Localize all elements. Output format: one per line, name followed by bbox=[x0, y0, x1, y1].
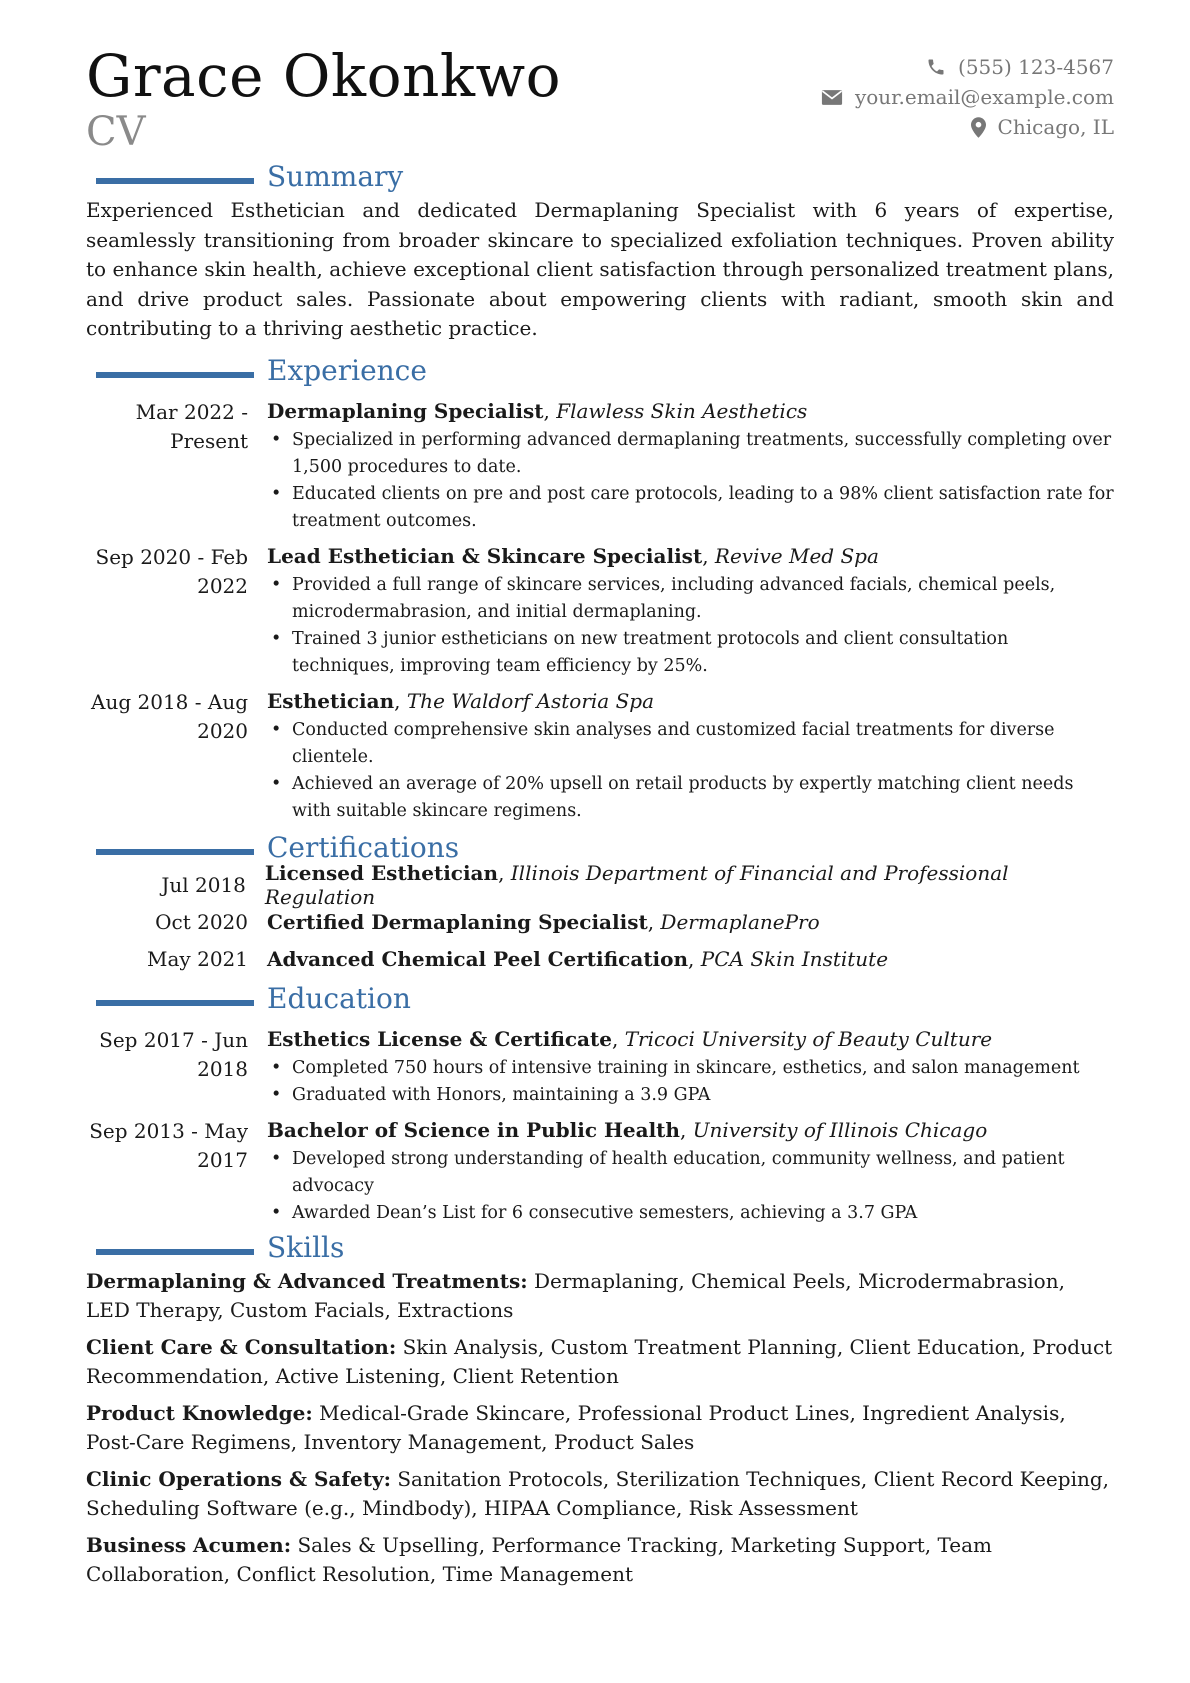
experience-entry bbox=[86, 541, 1114, 680]
section-title: Education bbox=[267, 981, 411, 1015]
section-title: Certifications bbox=[267, 830, 460, 864]
skill-label: Clinic Operations & Safety: bbox=[86, 1466, 391, 1491]
entry-org: The Waldorf Astoria Spa bbox=[406, 688, 655, 713]
education-entry bbox=[86, 1024, 1114, 1109]
entry-bullets bbox=[267, 1055, 1114, 1109]
list-item: • Completed 750 hours of intensive training in skincare, esthetics, and salon management bbox=[267, 1055, 1114, 1082]
list-item: • Trained 3 junior estheticians on new treatment protocols and client consultation techniques, improving team efficiency by 25%. bbox=[267, 626, 1114, 680]
contact-email bbox=[821, 82, 1114, 112]
entry-date: Jul 2018 bbox=[161, 873, 246, 897]
section-accent-bar bbox=[96, 1000, 254, 1006]
map-marker-icon bbox=[971, 117, 986, 138]
section-accent-bar bbox=[96, 1249, 254, 1255]
entry-role: Esthetician bbox=[267, 688, 395, 713]
entry-bullets bbox=[267, 572, 1114, 680]
entry-institution: University of Illinois Chicago bbox=[692, 1117, 988, 1142]
person-name: Grace Okonkwo bbox=[86, 42, 562, 110]
skill-group bbox=[86, 1465, 1114, 1524]
skill-group bbox=[86, 1531, 1114, 1590]
skill-text: Skin Analysis, Custom Treatment Planning, Client Education, Product Recommendation, Active Listening, Client Retention bbox=[86, 1334, 1113, 1388]
entry-bullets bbox=[267, 1146, 1114, 1227]
skill-text: Sanitation Protocols, Sterilization Techniques, Client Record Keeping, Scheduling Software (e.g., Mindbody), HIPAA Compliance, Risk Assessment bbox=[86, 1466, 1110, 1520]
entry-org: Flawless Skin Aesthetics bbox=[556, 398, 808, 423]
education-heading bbox=[86, 980, 1114, 1018]
summary-heading bbox=[86, 158, 1114, 196]
list-item: • Awarded Dean’s List for 6 consecutive semesters, achieving a 3.7 GPA bbox=[267, 1200, 1114, 1227]
header bbox=[86, 0, 1114, 158]
entry-bullets bbox=[267, 717, 1114, 825]
certification-issuer: Illinois Department of Financial and Professional Regulation bbox=[264, 861, 1009, 909]
section-title: Summary bbox=[267, 160, 404, 193]
skill-label: Product Knowledge: bbox=[86, 1400, 313, 1425]
certification-entry: May 2021 Advanced Chemical Peel Certification, PCA Skin Institute bbox=[86, 941, 1114, 978]
certification-name: Certified Dermaplaning Specialist bbox=[267, 910, 648, 934]
section-accent-bar bbox=[96, 372, 254, 378]
entry-date: Aug 2018 - Aug 2020 bbox=[91, 689, 248, 743]
certification-issuer: DermaplanePro bbox=[660, 910, 820, 934]
phone-text: (555) 123-4567 bbox=[958, 55, 1114, 79]
certification-entry: Jul 2018 Licensed Esthetician, Illinois Department of Financial and Professional Regulation bbox=[86, 867, 1114, 904]
skill-label: Business Acumen: bbox=[86, 1532, 292, 1557]
experience-heading bbox=[86, 352, 1114, 390]
summary-text: Experienced Esthetician and dedicated Dermaplaning Specialist with 6 years of expertise, seamlessly transitioning from broader skincare to specialized exfoliation techniques. Proven ability to enhance skin health, achieve exceptional client satisfaction through personalized treatment plans, and drive product sales. Passionate about empowering clients with radiant, smooth skin and contributing to a thriving aesthetic practice. bbox=[86, 198, 1114, 340]
envelope-icon bbox=[821, 89, 843, 106]
entry-date: Sep 2013 - May 2017 bbox=[89, 1118, 248, 1172]
entry-date: Oct 2020 bbox=[155, 910, 248, 934]
location-text: Chicago, IL bbox=[997, 115, 1114, 139]
entry-institution: Tricoci University of Beauty Culture bbox=[624, 1026, 993, 1051]
certification-issuer: PCA Skin Institute bbox=[700, 947, 889, 971]
list-item: • Conducted comprehensive skin analyses and customized facial treatments for diverse clientele. bbox=[267, 717, 1114, 771]
skill-group bbox=[86, 1267, 1114, 1326]
list-item: • Graduated with Honors, maintaining a 3.9 GPA bbox=[267, 1082, 1114, 1109]
email-link[interactable]: your.email@example.com bbox=[854, 85, 1114, 109]
list-item: • Educated clients on pre and post care protocols, leading to a 98% client satisfaction rate for treatment outcomes. bbox=[267, 481, 1114, 535]
contact-phone bbox=[821, 52, 1114, 82]
section-accent-bar bbox=[96, 178, 254, 184]
contact-block bbox=[821, 52, 1114, 142]
cv-page bbox=[86, 0, 1114, 1597]
certification-name: Licensed Esthetician bbox=[264, 861, 499, 885]
entry-degree: Bachelor of Science in Public Health bbox=[267, 1117, 680, 1142]
skill-group bbox=[86, 1333, 1114, 1392]
entry-heading: Bachelor of Science in Public Health, University of Illinois Chicago bbox=[267, 1117, 988, 1142]
list-item: • Developed strong understanding of health education, community wellness, and patient advocacy bbox=[267, 1146, 1114, 1200]
entry-role: Lead Esthetician & Skincare Specialist bbox=[267, 543, 703, 568]
entry-bullets bbox=[267, 427, 1114, 535]
entry-heading: Lead Esthetician & Skincare Specialist, Revive Med Spa bbox=[267, 543, 879, 568]
experience-entry bbox=[86, 396, 1114, 535]
section-accent-bar bbox=[96, 849, 254, 855]
entry-heading: Esthetics License & Certificate, Tricoci University of Beauty Culture bbox=[267, 1026, 993, 1051]
entry-date: Sep 2017 - Jun 2018 bbox=[99, 1027, 248, 1081]
entry-role: Dermaplaning Specialist bbox=[267, 398, 544, 423]
section-title: Experience bbox=[267, 353, 427, 387]
phone-icon bbox=[926, 57, 946, 77]
certification-entry: Oct 2020 Certified Dermaplaning Specialist, DermaplanePro bbox=[86, 904, 1114, 941]
certifications-list bbox=[86, 861, 1114, 978]
education-entry bbox=[86, 1115, 1114, 1227]
skill-text: Medical-Grade Skincare, Professional Product Lines, Ingredient Analysis, Post-Care Regimens, Inventory Management, Product Sales bbox=[86, 1400, 1066, 1454]
list-item: • Specialized in performing advanced dermaplaning treatments, successfully completing over 1,500 procedures to date. bbox=[267, 427, 1114, 481]
skills-list bbox=[86, 1267, 1114, 1590]
skill-group bbox=[86, 1399, 1114, 1458]
skills-heading bbox=[86, 1229, 1114, 1267]
certification-name: Advanced Chemical Peel Certification bbox=[267, 947, 689, 971]
section-title: Skills bbox=[267, 1230, 345, 1264]
entry-org: Revive Med Spa bbox=[714, 543, 879, 568]
skill-label: Client Care & Consultation: bbox=[86, 1334, 397, 1359]
list-item: • Provided a full range of skincare services, including advanced facials, chemical peels, microdermabrasion, and initial dermaplaning. bbox=[267, 572, 1114, 626]
experience-entry bbox=[86, 686, 1114, 825]
entry-date: Sep 2020 - Feb 2022 bbox=[95, 544, 248, 598]
entry-date: Mar 2022 - Present bbox=[135, 399, 248, 453]
entry-heading: Esthetician, The Waldorf Astoria Spa bbox=[267, 688, 655, 713]
skill-text: Dermaplaning, Chemical Peels, Microdermabrasion, LED Therapy, Custom Facials, Extractions bbox=[86, 1268, 1065, 1322]
entry-degree: Esthetics License & Certificate bbox=[267, 1026, 612, 1051]
document-subtitle: CV bbox=[86, 109, 146, 155]
list-item: • Achieved an average of 20% upsell on retail products by expertly matching client needs with suitable skincare regimens. bbox=[267, 771, 1114, 825]
skill-text: Sales & Upselling, Performance Tracking, Marketing Support, Team Collaboration, Conflict Resolution, Time Management bbox=[86, 1532, 992, 1586]
experience-list bbox=[86, 396, 1114, 825]
contact-location bbox=[821, 112, 1114, 142]
skill-label: Dermaplaning & Advanced Treatments: bbox=[86, 1268, 528, 1293]
education-list bbox=[86, 1024, 1114, 1227]
entry-heading: Dermaplaning Specialist, Flawless Skin Aesthetics bbox=[267, 398, 808, 423]
certifications-heading bbox=[86, 829, 1114, 867]
entry-date: May 2021 bbox=[147, 947, 248, 971]
